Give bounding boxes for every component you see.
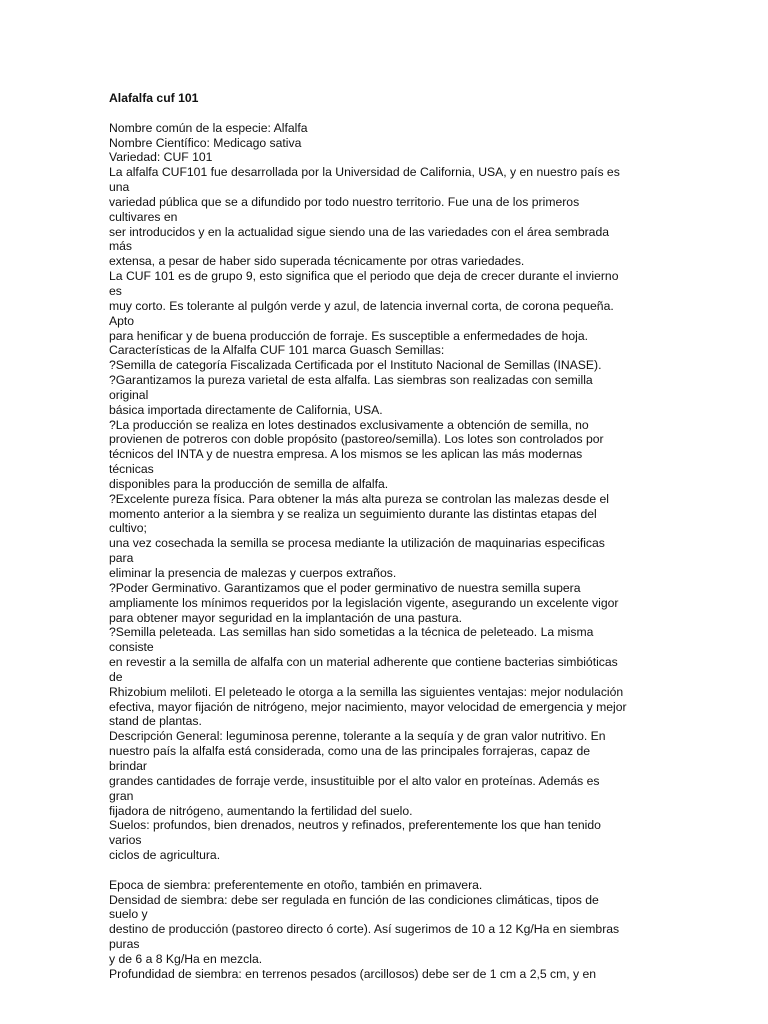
text-line: ampliamente los mínimos requeridos por la legislación vigente, asegurando un excelente vigor bbox=[109, 595, 619, 610]
text-line: Epoca de siembra: preferentemente en otoño, también en primavera. bbox=[109, 877, 483, 892]
text-line: es bbox=[109, 283, 122, 298]
text-line: una vez cosechada la semilla se procesa mediante la utilización de maquinarias especificas bbox=[109, 536, 605, 551]
text-line: Características de la Alfalfa CUF 101 marca Guasch Semillas: bbox=[109, 343, 445, 358]
document-body-part-1 bbox=[109, 121, 657, 863]
text-line: puras bbox=[109, 937, 140, 952]
text-line: Rhizobium meliloti. El peleteado le otorga a la semilla las siguientes ventajas: mejor nodulación bbox=[109, 684, 624, 699]
text-line: Variedad: CUF 101 bbox=[109, 150, 213, 165]
text-line: varios bbox=[109, 833, 142, 848]
text-line: para bbox=[109, 551, 134, 566]
text-line: para henificar y de buena producción de forraje. Es susceptible a enfermedades de hoja. bbox=[109, 328, 589, 343]
text-line: cultivares en bbox=[109, 209, 178, 224]
text-line: ciclos de agricultura. bbox=[109, 848, 221, 863]
text-line: nuestro país la alfalfa está considerada, como una de las principales forrajeras, capaz de bbox=[109, 744, 591, 759]
text-line: La CUF 101 es de grupo 9, esto significa que el periodo que deja de crecer durante el invierno bbox=[109, 269, 619, 284]
text-line: Descripción General: leguminosa perenne, tolerante a la sequía y de gran valor nutritivo. En bbox=[109, 729, 606, 744]
text-line: Apto bbox=[109, 313, 135, 328]
text-line: Densidad de siembra: debe ser regulada en función de las condiciones climáticas, tipos de bbox=[109, 892, 599, 907]
text-line: ?Garantizamos la pureza varietal de esta alfalfa. Las siembras son realizadas con semilla bbox=[109, 373, 593, 388]
text-line: provienen de potreros con doble propósito (pastoreo/semilla). Los lotes son controlados por bbox=[109, 432, 604, 447]
text-line: Suelos: profundos, bien drenados, neutros y refinados, preferentemente los que han tenido bbox=[109, 818, 601, 833]
text-line: ?La producción se realiza en lotes destinados exclusivamente a obtención de semilla, no bbox=[109, 417, 589, 432]
text-line: brindar bbox=[109, 758, 147, 773]
text-line: destino de producción (pastoreo directo ó corte). Así sugerimos de 10 a 12 Kg/Ha en siembras bbox=[109, 922, 620, 937]
text-line: Nombre Científico: Medicago sativa bbox=[109, 135, 302, 150]
text-line: disponibles para la producción de semilla de alfalfa. bbox=[109, 476, 389, 491]
text-line: más bbox=[109, 239, 133, 254]
text-line: cultivo; bbox=[109, 521, 147, 536]
text-line: La alfalfa CUF101 fue desarrollada por la Universidad de California, USA, y en nuestro país es bbox=[109, 165, 620, 180]
text-line: suelo y bbox=[109, 907, 148, 922]
text-line: técnicos del INTA y de nuestra empresa. A los mismos se les aplican las más modernas bbox=[109, 447, 583, 462]
text-line: ser introducidos y en la actualidad sigue siendo una de las variedades con el área sembrada bbox=[109, 224, 610, 239]
text-line: ?Excelente pureza física. Para obtener la más alta pureza se controlan las malezas desde el bbox=[109, 491, 609, 506]
text-line: consiste bbox=[109, 640, 154, 655]
text-line: momento anterior a la siembra y se realiza un seguimiento durante las distintas etapas del bbox=[109, 506, 597, 521]
document-page bbox=[109, 91, 657, 982]
text-line: muy corto. Es tolerante al pulgón verde y azul, de latencia invernal corta, de corona pequeña. bbox=[109, 298, 614, 313]
text-line: grandes cantidades de forraje verde, insustituible por el alto valor en proteínas. Además es bbox=[109, 773, 600, 788]
text-line: básica importada directamente de California, USA. bbox=[109, 402, 383, 417]
text-line: stand de plantas. bbox=[109, 714, 202, 729]
text-line: de bbox=[109, 669, 123, 684]
text-line: eliminar la presencia de malezas y cuerpos extraños. bbox=[109, 566, 397, 580]
text-line: en revestir a la semilla de alfalfa con un material adherente que contiene bacterias simbióticas bbox=[109, 655, 618, 670]
text-line: para obtener mayor seguridad en la implantación de una pastura. bbox=[109, 610, 462, 625]
text-line: Nombre común de la especie: Alfalfa bbox=[109, 120, 308, 135]
text-line: ?Poder Germinativo. Garantizamos que el poder germinativo de nuestra semilla supera bbox=[109, 580, 581, 595]
text-line: Profundidad de siembra: en terrenos pesados (arcillosos) debe ser de 1 cm a 2,5 cm, y en bbox=[109, 966, 597, 981]
text-line: extensa, a pesar de haber sido superada técnicamente por otras variedades. bbox=[109, 254, 525, 269]
text-line: variedad pública que se a difundido por todo nuestro territorio. Fue una de los primeros bbox=[109, 194, 580, 209]
text-line: y de 6 a 8 Kg/Ha en mezcla. bbox=[109, 951, 263, 966]
text-line: una bbox=[109, 180, 130, 195]
document-body-part-2 bbox=[109, 878, 657, 982]
paragraph-gap bbox=[109, 863, 657, 878]
text-line: efectiva, mayor fijación de nitrógeno, mejor nacimiento, mayor velocidad de emergencia y mejor bbox=[109, 699, 627, 714]
text-line: gran bbox=[109, 788, 134, 803]
document-title: Alafalfa cuf 101 bbox=[109, 91, 199, 105]
text-line: fijadora de nitrógeno, aumentando la fertilidad del suelo. bbox=[109, 803, 413, 818]
text-line: original bbox=[109, 387, 149, 402]
text-line: ?Semilla peleteada. Las semillas han sido sometidas a la técnica de peleteado. La misma bbox=[109, 625, 594, 640]
text-line: ?Semilla de categoría Fiscalizada Certificada por el Instituto Nacional de Semillas (INASE). bbox=[109, 358, 602, 373]
text-line: técnicas bbox=[109, 462, 154, 477]
